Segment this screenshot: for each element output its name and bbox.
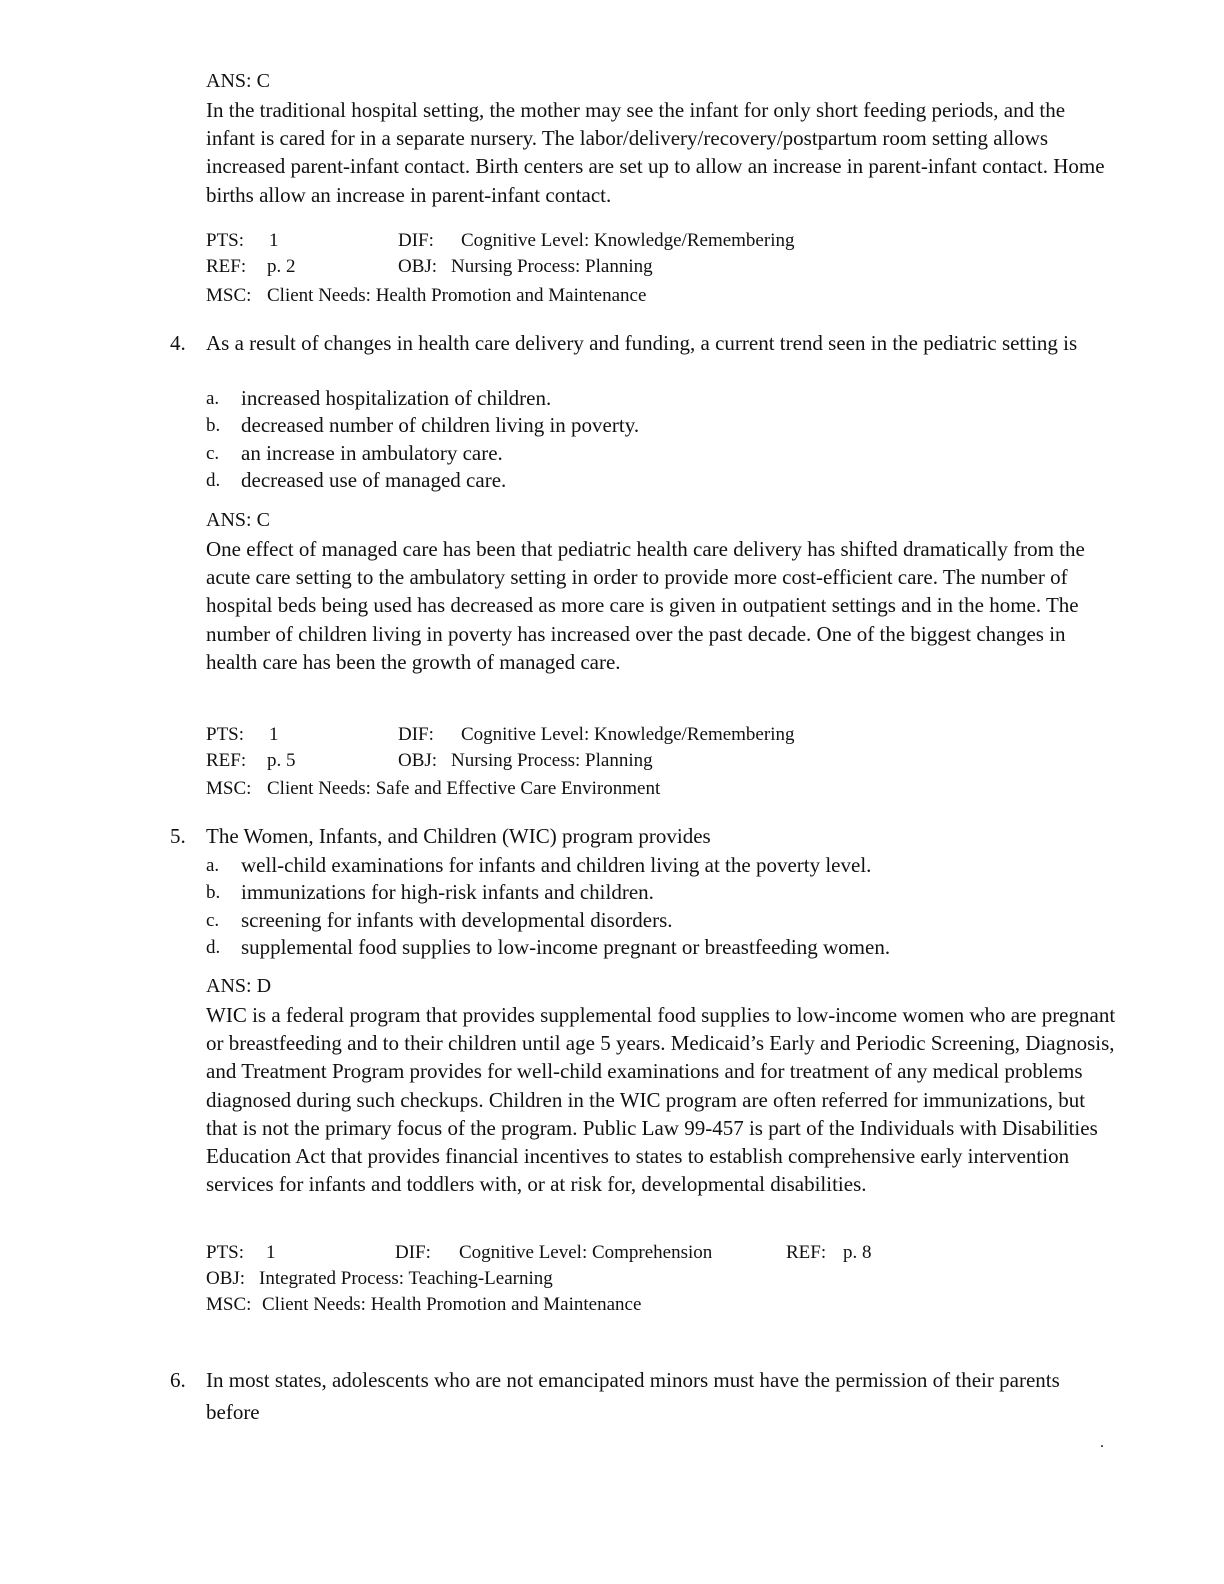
q4-options — [206, 385, 1106, 494]
q5-obj-value: Integrated Process: Teaching-Learning — [259, 1268, 553, 1289]
q4-option-d — [206, 467, 1106, 494]
option-letter: a. — [206, 388, 220, 409]
q3-ref-value: p. 2 — [267, 256, 296, 277]
option-letter: a. — [206, 855, 220, 876]
option-letter: b. — [206, 882, 221, 904]
q5-msc-label: MSC: — [206, 1294, 252, 1315]
q3-pts-value: 1 — [269, 230, 279, 251]
q4-pts-value: 1 — [269, 724, 279, 745]
q3-ref-label: REF: — [206, 256, 247, 277]
option-text: screening for infants with developmental disorders. — [241, 907, 673, 932]
option-letter: d. — [206, 469, 221, 491]
option-text: decreased number of children living in poverty. — [241, 413, 640, 438]
q5-answer: ANS: D — [206, 975, 272, 997]
q5-option-c — [206, 907, 1106, 934]
q5-dif-label: DIF: — [395, 1242, 431, 1263]
option-text: well-child examinations for infants and children living at the poverty level. — [241, 853, 872, 877]
q4-ref-label: REF: — [206, 750, 247, 771]
q3-dif-value: Cognitive Level: Knowledge/Remembering — [461, 230, 795, 251]
q3-answer: ANS: C — [206, 70, 270, 92]
q5-option-a — [206, 852, 1106, 879]
option-letter: d. — [206, 936, 221, 958]
q4-obj-label: OBJ: — [398, 750, 438, 771]
option-letter: c. — [206, 442, 220, 464]
q4-dif-value: Cognitive Level: Knowledge/Remembering — [461, 724, 795, 745]
q5-options — [206, 852, 1106, 961]
q3-obj-label: OBJ: — [398, 256, 438, 277]
option-text: decreased use of managed care. — [241, 467, 507, 492]
q3-msc-value: Client Needs: Health Promotion and Maintenance — [267, 285, 647, 306]
q4-option-c — [206, 440, 1106, 467]
q5-stem: The Women, Infants, and Children (WIC) program provides — [206, 824, 711, 848]
q4-pts-label: PTS: — [206, 724, 245, 745]
option-text: increased hospitalization of children. — [241, 386, 552, 410]
footer-mark: . — [1100, 1434, 1104, 1451]
q4-dif-label: DIF: — [398, 724, 434, 745]
q4-answer-block — [206, 507, 1116, 676]
q4-ref-value: p. 5 — [267, 750, 296, 771]
q5-metadata — [206, 1240, 1116, 1318]
q5-option-b — [206, 879, 1106, 906]
q5-pts-value: 1 — [266, 1242, 276, 1263]
q4-msc-label: MSC: — [206, 778, 252, 799]
q5-obj-label: OBJ: — [206, 1268, 246, 1289]
q6-stem: In most states, adolescents who are not emancipated minors must have the permission of their parents before — [206, 1368, 1060, 1424]
q5-msc-value: Client Needs: Health Promotion and Maintenance — [262, 1294, 642, 1315]
q5-ref-label: REF: — [786, 1242, 827, 1263]
q3-answer-block — [206, 68, 1116, 209]
option-text: supplemental food supplies to low-income pregnant or breastfeeding women. — [241, 934, 891, 959]
q5-ref-value: p. 8 — [843, 1242, 872, 1263]
q3-rationale: In the traditional hospital setting, the mother may see the infant for only short feeding periods, and the infant is cared for in a separate nursery. The labor/delivery/recovery/postpartum room setting allows increased parent-infant contact. Birth centers are set up to allow an increase in parent-infant contact. Home births allow an increase in parent-infant contact. — [206, 98, 1105, 207]
option-letter: c. — [206, 909, 220, 931]
q6-number: 6. — [170, 1368, 186, 1392]
q4-metadata — [206, 722, 1116, 802]
q5-answer-block — [206, 973, 1116, 1198]
q4-option-a — [206, 385, 1106, 412]
q3-metadata — [206, 228, 1116, 309]
q3-pts-label: PTS: — [206, 230, 245, 251]
q5-option-d — [206, 934, 1106, 961]
q5-rationale: WIC is a federal program that provides supplemental food supplies to low-income women who are pregnant or breastfeeding and to their children until age 5 years. Medicaid’s Early and Periodic Screening, Diagnosis, and Treatment Program provides for well-child examinations and for treatment of any medical problems diagnosed during such checkups. Children in the WIC program are often referred for immunizations, but that is not the primary focus of the program. Public Law 99-457 is part of the Individuals with Disabilities Education Act that provides financial incentives to states to establish comprehensive early intervention services for infants and toddlers with, or at risk for, developmental disabilities. — [206, 1003, 1116, 1197]
option-text: an increase in ambulatory care. — [241, 440, 503, 465]
q5-pts-label: PTS: — [206, 1242, 245, 1263]
q4-stem: As a result of changes in health care delivery and funding, a current trend seen in the pediatric setting is — [206, 331, 1078, 355]
option-letter: b. — [206, 415, 221, 437]
q4-obj-value: Nursing Process: Planning — [451, 750, 653, 771]
q4-msc-value: Client Needs: Safe and Effective Care Environment — [267, 778, 661, 799]
q3-msc-label: MSC: — [206, 285, 252, 306]
q4-option-b — [206, 412, 1106, 439]
q4-number: 4. — [170, 331, 186, 355]
q3-obj-value: Nursing Process: Planning — [451, 256, 653, 277]
q3-dif-label: DIF: — [398, 230, 434, 251]
q4-answer: ANS: C — [206, 509, 270, 531]
q5-dif-value: Cognitive Level: Comprehension — [459, 1242, 713, 1263]
q4-rationale: One effect of managed care has been that pediatric health care delivery has shifted dramatically from the acute care setting to the ambulatory setting in order to provide more cost-efficient care. The number of hospital beds being used has decreased as more care is given in outpatient settings and in the home. The number of children living in poverty has increased over the past decade. One of the biggest changes in health care has been the growth of managed care. — [206, 537, 1085, 674]
q5-number: 5. — [170, 824, 186, 848]
option-text: immunizations for high-risk infants and children. — [241, 880, 654, 905]
